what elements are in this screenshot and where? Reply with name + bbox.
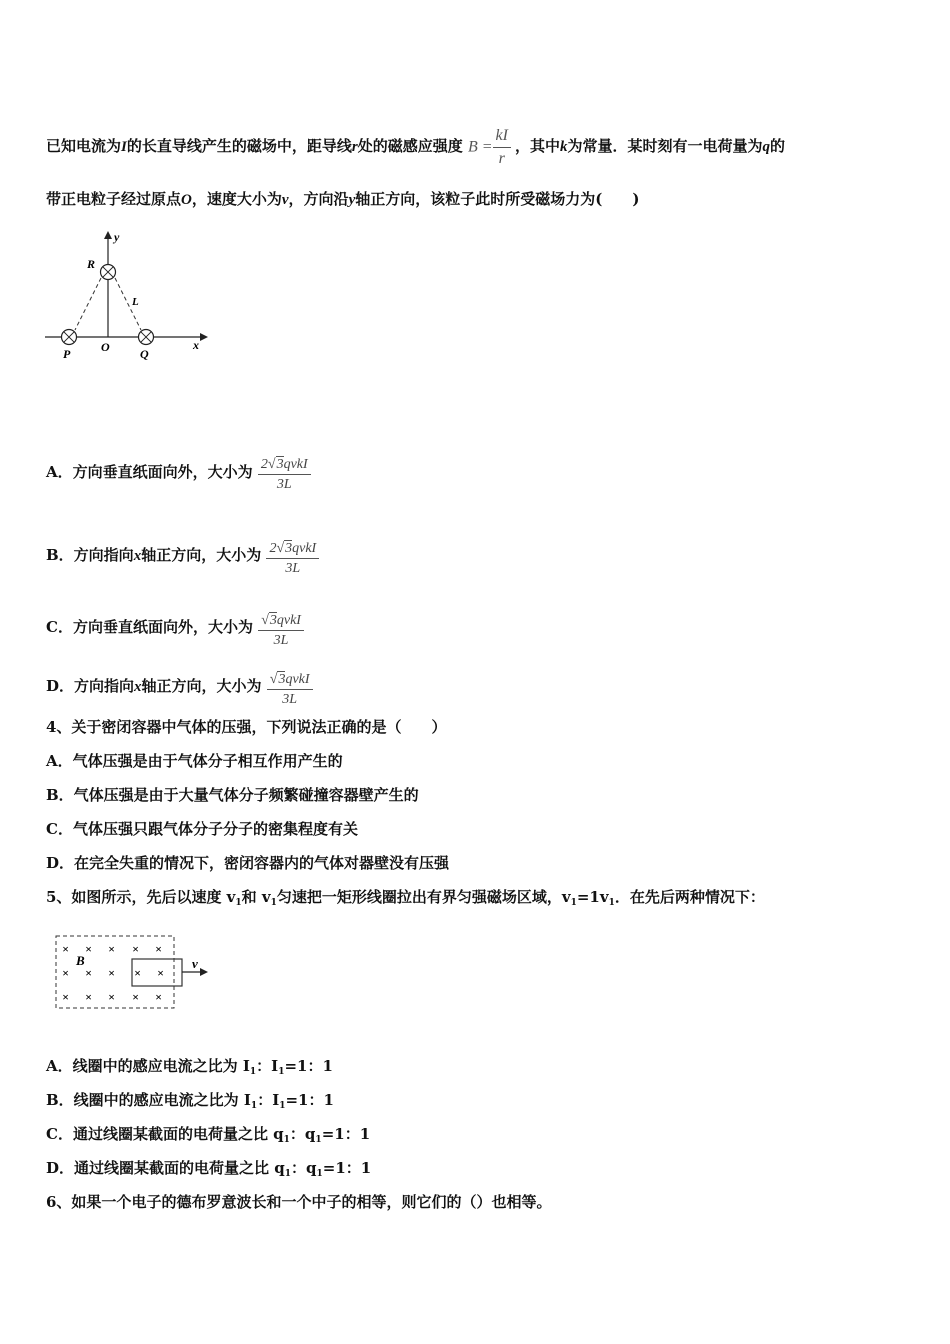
q3-text: 的 xyxy=(770,137,786,156)
option-text: =1：1 xyxy=(285,1091,334,1109)
formula-denominator: r xyxy=(498,150,505,167)
q5-text: ．在先后两种情况下： xyxy=(614,888,765,906)
cross-mark: × xyxy=(62,990,69,1004)
q3-var-q: q xyxy=(762,139,771,156)
formula-numerator: kI xyxy=(493,126,511,148)
y-axis-arrow xyxy=(104,231,112,239)
subscript: 1 xyxy=(250,1101,258,1111)
subscript: 1 xyxy=(315,1135,322,1145)
subscript: 1 xyxy=(283,1135,290,1145)
q3-option-b xyxy=(46,540,319,577)
cross-mark: × xyxy=(132,990,139,1004)
cross-mark: × xyxy=(155,942,162,956)
q5-text: =1v xyxy=(576,888,609,906)
x-axis-label: x xyxy=(193,338,199,352)
q3-coordinate-figure xyxy=(40,225,215,365)
cross-mark: × xyxy=(134,966,141,980)
q3-var-O: O xyxy=(181,192,192,208)
q3-text: 带正电粒子经过原点 xyxy=(46,190,182,208)
subscript: 1 xyxy=(279,1101,286,1111)
numerator: qvkI xyxy=(292,541,317,556)
var-x: x xyxy=(134,679,142,695)
q3-text: ，速度大小为 xyxy=(191,190,282,208)
q3-option-a xyxy=(46,456,311,493)
q5-text: 匀速把一矩形线圈拉出有界匀强磁场区域，v xyxy=(276,888,571,906)
cross-mark: × xyxy=(108,942,115,956)
cross-mark: × xyxy=(85,942,92,956)
q5-option-d xyxy=(46,1158,371,1184)
cross-mark: × xyxy=(85,990,92,1004)
label-v: v xyxy=(192,956,198,971)
option-text: ：q xyxy=(291,1159,317,1177)
q3-option-c xyxy=(46,612,304,649)
cross-mark: × xyxy=(108,966,115,980)
subscript: 1 xyxy=(270,898,277,908)
option-c-formula: $\frac{\text{√3qvkI}}{3L}$ xyxy=(258,612,304,649)
coef: 2 xyxy=(260,457,268,472)
subscript: 1 xyxy=(608,898,615,908)
q5-option-b xyxy=(46,1090,334,1116)
option-text: 轴正方向，大小为 xyxy=(141,677,262,695)
cross-mark: × xyxy=(85,966,92,980)
magnetic-field-formula xyxy=(467,127,515,167)
q3-option-d xyxy=(46,671,313,708)
q5-magnetic-field-figure xyxy=(50,928,220,1016)
subscript: 1 xyxy=(249,1067,257,1077)
subscript: 1 xyxy=(235,898,242,908)
q3-var-r: r xyxy=(351,139,358,156)
option-text: C．方向垂直纸面向外，大小为 xyxy=(46,618,253,636)
q3-text: ，方向沿 xyxy=(288,190,349,208)
subscript: 1 xyxy=(316,1169,323,1179)
wire-R-icon xyxy=(101,265,116,280)
var-x: x xyxy=(133,548,142,564)
q5-option-a xyxy=(46,1056,333,1082)
cross-mark: × xyxy=(155,990,162,1004)
q4-option-d: D．在完全失重的情况下，密闭容器内的气体对器壁没有压强 xyxy=(46,854,450,872)
denominator: 3L xyxy=(273,633,289,648)
option-a-formula: $\frac{\text{2√3qvkI}}{3L}$ xyxy=(258,456,311,493)
label-R: R xyxy=(87,257,96,271)
q3-text: 的长直导线产生的磁场中，距导线 xyxy=(126,137,352,156)
subscript: 1 xyxy=(284,1169,291,1179)
formula-lhs: B = xyxy=(467,138,493,156)
subscript: 1 xyxy=(278,1067,285,1077)
cross-mark: × xyxy=(62,942,69,956)
numerator: qvkI xyxy=(276,613,301,628)
q3-text: ，其中 xyxy=(514,137,560,156)
option-b-formula: $\frac{\text{2√3qvkI}}{3L}$ xyxy=(266,540,319,577)
cross-mark: × xyxy=(108,990,115,1004)
numerator: qvkI xyxy=(285,672,310,687)
denominator: 3L xyxy=(285,561,301,576)
q3-var-I: I xyxy=(121,139,127,156)
q3-stem-line2 xyxy=(46,189,639,210)
q3-var-y: y xyxy=(348,192,356,208)
q4-option-c: C．气体压强只跟气体分子分子的密集程度有关 xyxy=(46,820,358,838)
subscript: 1 xyxy=(570,898,577,908)
dashed-RP xyxy=(75,278,101,330)
q3-text: 处的磁感应强度 xyxy=(357,137,463,156)
label-L: L xyxy=(132,296,139,308)
q5-stem xyxy=(46,887,765,913)
radicand: 3 xyxy=(278,672,286,687)
radicand: 3 xyxy=(269,613,277,628)
q4-stem: 4、关于密闭容器中气体的压强，下列说法正确的是（ ） xyxy=(46,718,447,736)
option-text: ：I xyxy=(256,1057,279,1075)
q5-text: 5、如图所示，先后以速度 v xyxy=(46,888,236,906)
option-text: B．线圈中的感应电流之比为 I xyxy=(46,1091,251,1109)
option-text: ：I xyxy=(257,1091,280,1109)
label-P: P xyxy=(63,347,71,361)
q5-option-c xyxy=(46,1124,370,1150)
option-text: D．方向指向 xyxy=(46,677,135,695)
q4-option-b: B．气体压强是由于大量气体分子频繁碰撞容器壁产生的 xyxy=(46,786,419,804)
q3-text: 已知电流为 xyxy=(46,137,122,156)
denominator: 3L xyxy=(282,692,298,707)
option-text: C．通过线圈某截面的电荷量之比 q xyxy=(46,1125,284,1143)
q3-text: 轴正方向，该粒子此时所受磁场力为( ) xyxy=(355,190,640,208)
velocity-arrow-head xyxy=(200,968,208,976)
option-d-formula: $\frac{\text{√3qvkI}}{3L}$ xyxy=(267,671,313,708)
q3-var-k: k xyxy=(560,139,568,156)
option-text: =1：1 xyxy=(284,1057,333,1075)
option-text: =1：1 xyxy=(321,1125,371,1143)
coef: 2 xyxy=(269,541,277,556)
radicand: 3 xyxy=(276,457,284,472)
x-axis-arrow xyxy=(200,333,208,341)
q3-text: 为常量．某时刻有一电荷量为 xyxy=(567,137,763,156)
wire-P-icon xyxy=(62,330,77,345)
q6-stem: 6、如果一个电子的德布罗意波长和一个中子的相等，则它们的（）也相等。 xyxy=(46,1193,552,1211)
option-text: B．方向指向 xyxy=(46,546,134,564)
option-text: D．通过线圈某截面的电荷量之比 q xyxy=(46,1159,285,1177)
label-Q: Q xyxy=(140,347,149,361)
option-text: =1：1 xyxy=(322,1159,372,1177)
label-O: O xyxy=(101,340,110,354)
cross-mark: × xyxy=(157,966,164,980)
numerator: qvkI xyxy=(283,457,308,472)
wire-Q-icon xyxy=(139,330,154,345)
y-axis-label: y xyxy=(114,230,120,244)
q3-var-v: v xyxy=(281,192,289,208)
radicand: 3 xyxy=(285,541,293,556)
option-text: A．方向垂直纸面向外，大小为 xyxy=(46,463,253,481)
denominator: 3L xyxy=(276,477,292,492)
cross-mark: × xyxy=(132,942,139,956)
q5-text: 和 v xyxy=(241,888,271,906)
option-text: 轴正方向，大小为 xyxy=(141,546,262,564)
cross-mark: × xyxy=(62,966,69,980)
label-B: B xyxy=(76,953,85,968)
q3-stem-line1 xyxy=(46,126,785,169)
q4-option-a: A．气体压强是由于气体分子相互作用产生的 xyxy=(46,752,343,770)
option-text: A．线圈中的感应电流之比为 I xyxy=(46,1057,250,1075)
option-text: ：q xyxy=(289,1125,316,1143)
